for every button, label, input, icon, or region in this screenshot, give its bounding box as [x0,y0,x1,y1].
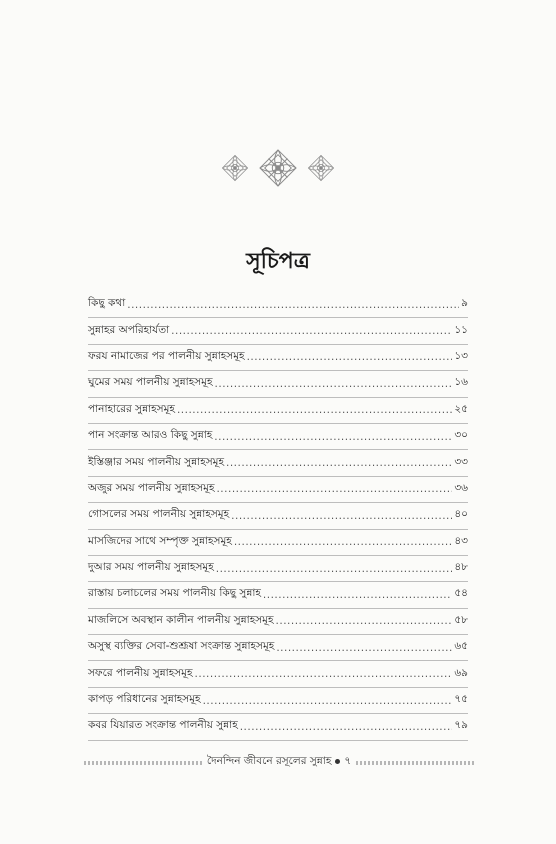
toc-leader-dots [263,589,452,601]
toc-entry-page: ৬৫ [454,640,468,653]
table-of-contents [88,292,468,741]
toc-leader-dots [240,721,453,733]
toc-entry-label: সুন্নাহর অপরিহার্যতা [88,323,170,336]
toc-entry[interactable] [88,477,468,503]
footer-book-title: দৈনন্দিন জীবনে রসূলের সুন্নাহ [206,755,332,767]
toc-entry-label: মাসজিদের সাথে সম্পৃক্ত সুন্নাহসমূহ [88,534,232,547]
footer-text [202,754,356,771]
toc-entry[interactable] [88,688,468,714]
toc-entry-page: ৫৮ [454,613,468,626]
toc-entry[interactable] [88,424,468,450]
toc-entry-page: ১১ [454,323,468,336]
toc-entry-label: গোসলের সময় পালনীয় সুন্নাহসমূহ [88,508,230,521]
toc-entry[interactable] [88,371,468,397]
toc-entry-page: ৪০ [454,508,468,521]
page-title: সূচিপত্র [246,249,310,274]
toc-entry[interactable] [88,318,468,344]
toc-leader-dots [216,483,452,495]
toc-entry-page: ১৬ [454,376,468,389]
toc-entry-label: পান সংক্রান্ত আরও কিছু সুন্নাহ [88,429,213,442]
toc-entry[interactable] [88,635,468,661]
toc-entry-page: ৬৯ [454,666,468,679]
toc-entry[interactable] [88,398,468,424]
toc-leader-dots [177,404,452,416]
toc-entry-label: কবর যিয়ারত সংক্রান্ত পালনীয় সুন্নাহ [88,719,238,732]
toc-entry-label: ফরয নামাজের পর পালনীয় সুন্নাহসমূহ [88,349,245,362]
toc-leader-dots [216,563,453,575]
toc-entry[interactable] [88,714,468,740]
toc-leader-dots [234,536,453,548]
bullet-icon [335,759,340,764]
toc-entry-label: অজুর সময় পালনীয় সুন্নাহসমূহ [88,481,215,494]
toc-entry-page: ৯ [461,297,468,310]
toc-leader-dots [214,431,452,443]
footer-page-number: ৭ [344,755,352,767]
toc-entry-label: ইস্তিঞ্জার সময় পালনীয় সুন্নাহসমূহ [88,455,224,468]
toc-entry[interactable] [88,292,468,318]
toc-entry-label: পানাহারের সুন্নাহসমূহ [88,402,175,415]
ornament [0,148,556,188]
toc-entry[interactable] [88,345,468,371]
footer-rule-left [84,761,202,765]
toc-entry[interactable] [88,582,468,608]
toc-entry-page: ৭৫ [454,693,468,706]
toc-leader-dots [276,615,453,627]
floral-ornament-icon [259,149,297,187]
floral-ornament-icon [221,154,249,182]
toc-entry-page: ৪৮ [454,561,468,574]
toc-entry[interactable] [88,609,468,635]
toc-entry-page: ৩৬ [454,481,468,494]
toc-leader-dots [231,510,452,522]
toc-leader-dots [226,457,452,469]
floral-ornament-icon [307,154,335,182]
toc-entry-label: মাজলিসে অবস্থান কালীন পালনীয় সুন্নাহসমূহ [88,613,274,626]
toc-entry-label: অসুস্থ ব্যক্তির সেবা-শুশ্রূষা সংক্রান্ত সুন্নাহসমূহ [88,640,275,653]
toc-entry-page: ৩০ [454,429,468,442]
toc-entry-page: ৫৪ [454,587,468,600]
toc-entry-label: কাপড় পরিধানের সুন্নাহসমূহ [88,693,201,706]
toc-leader-dots [203,695,453,707]
toc-entry-page: ২৫ [454,402,468,415]
toc-entry[interactable] [88,503,468,529]
toc-entry-label: সফরে পালনীয় সুন্নাহসমূহ [88,666,193,679]
toc-entry-page: ১৩ [454,349,468,362]
toc-entry-label: ঘুমের সময় পালনীয় সুন্নাহসমূহ [88,376,213,389]
footer-rule-right [356,761,474,765]
toc-entry-page: ৭৯ [454,719,468,732]
toc-leader-dots [195,668,453,680]
toc-entry-page: ৪৩ [454,534,468,547]
page-footer [84,754,474,771]
toc-entry-label: রাস্তায় চলাচলের সময় পালনীয় কিছু সুন্নাহ [88,587,261,600]
toc-entry[interactable] [88,530,468,556]
toc-entry[interactable] [88,556,468,582]
toc-leader-dots [171,325,452,337]
toc-entry[interactable] [88,450,468,476]
toc-entry-label: কিছু কথা [88,297,126,310]
toc-leader-dots [247,351,453,363]
toc-entry-label: দুআর সময় পালনীয় সুন্নাহসমূহ [88,561,214,574]
toc-entry-page: ৩৩ [454,455,468,468]
toc-leader-dots [127,299,459,311]
toc-entry[interactable] [88,661,468,687]
toc-leader-dots [276,642,452,654]
toc-leader-dots [215,378,453,390]
